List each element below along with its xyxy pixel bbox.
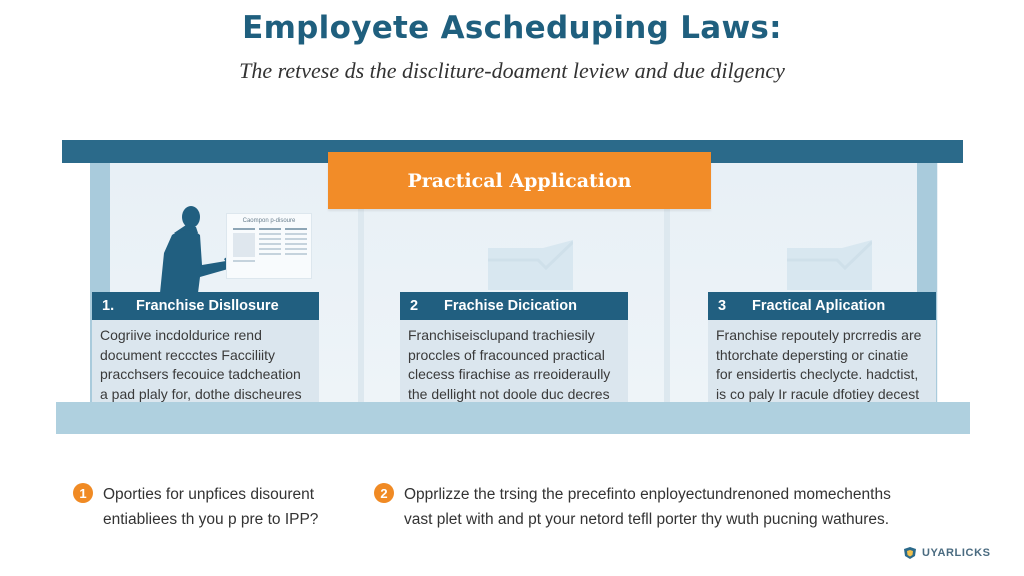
note-text (404, 482, 891, 532)
note-text (103, 482, 318, 532)
description-line: a pad plaly for, dothe discheures (100, 385, 302, 402)
note-line: Oporties for unpfices disourent (103, 486, 315, 503)
step-description (708, 320, 936, 402)
banner-label: Practical Application (407, 169, 632, 192)
note-line: Opprlizze the trsing the precefinto enployectundrenoned momechenths (404, 486, 891, 503)
step-title: Franchise Disllosure (136, 298, 279, 314)
description-line: for ensidertis checlycte. hadctist, (716, 366, 919, 382)
step-number: 3 (718, 298, 727, 314)
description-line: clecess firachise as rreoideraully (408, 366, 611, 382)
step-card-header (92, 292, 319, 320)
step-card-header (400, 292, 628, 320)
description-line: the dellight not doole duc decres (408, 385, 610, 402)
practical-application-banner (328, 152, 711, 209)
note-item (374, 482, 954, 532)
description-line: proccles of fracounced practical (408, 346, 605, 363)
description-line: document reccctes Facciliity (100, 346, 276, 363)
step-description (92, 320, 319, 402)
step-description (400, 320, 628, 402)
faded-envelope-icon (787, 240, 872, 290)
step-number: 1. (102, 298, 115, 314)
description-line: pracchsers fecouice tadcheation (100, 366, 301, 382)
faded-envelope-icon (488, 240, 573, 290)
note-line: vast plet with and pt your netord tefll porter thy wuth pucning wathures. (404, 511, 890, 528)
column-divider (664, 205, 670, 403)
page-subtitle: The retvese ds the discliture-doament leview and due dilgency (239, 58, 785, 83)
description-line: Franchise repoutely prcrredis are (716, 327, 922, 343)
page-title: Employete Ascheduping Laws: (242, 10, 782, 46)
step-card-header (708, 292, 936, 320)
description-line: Franchiseisclupand trachiesily (408, 327, 595, 343)
logo-text: UYARLICKS (922, 547, 991, 559)
document-title: Caompon p-disoure (242, 218, 296, 224)
brand-logo (903, 546, 991, 560)
base-beam (56, 402, 970, 434)
step-number: 2 (410, 298, 419, 314)
disclosure-document-icon (226, 213, 312, 279)
step-title: Frachise Dicication (444, 298, 577, 314)
step-title: Fractical Aplication (752, 298, 886, 314)
step-card-franchise-disclosure (92, 292, 319, 402)
logo-mark-icon (903, 546, 917, 560)
column-divider (358, 205, 364, 403)
number-badge-icon: 2 (374, 483, 394, 503)
note-line: entiabliees th you p pre to IPP? (103, 511, 319, 528)
step-card-franchise-dedication (400, 292, 628, 402)
description-line: thtorchate depersting or cinatie (716, 346, 909, 363)
number-badge-icon: 1 (73, 483, 93, 503)
description-line: Cogriive incdoldurice rend (100, 327, 262, 343)
description-line: is co paly Ir racule dfotiey decest (716, 385, 920, 402)
step-card-practical-application (708, 292, 936, 402)
note-item (73, 482, 363, 532)
